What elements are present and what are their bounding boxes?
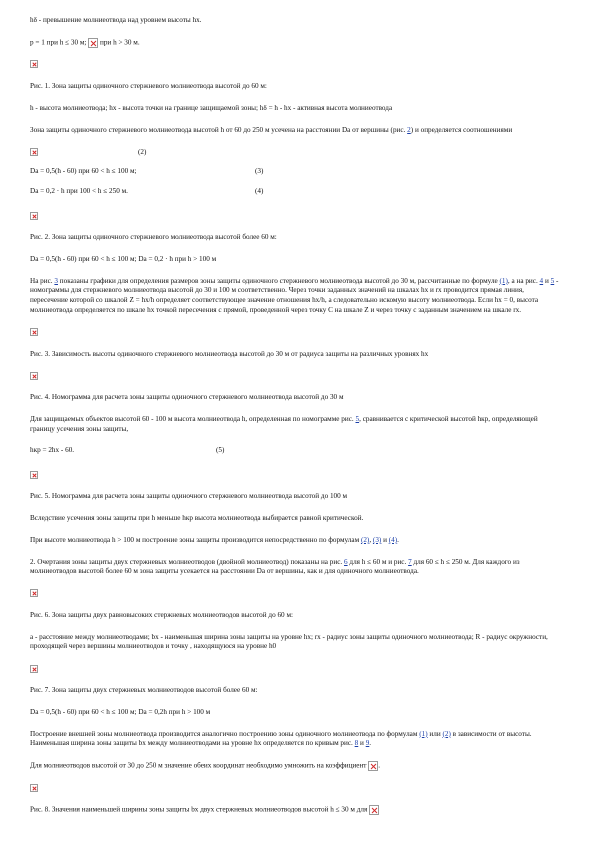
paragraph-p-coefficient: [30, 38, 560, 48]
link-fig-7[interactable]: 7: [408, 557, 412, 566]
document-page: [30, 16, 560, 828]
broken-image-icon: [368, 761, 381, 771]
caption-fig-6: [30, 611, 560, 621]
paragraph-coefficient: [30, 761, 560, 771]
broken-image-icon: [30, 212, 38, 220]
text-double-2: для h ≤ 60 м и рис.: [349, 557, 407, 566]
caption-fig-7-text: Рис. 7. Зона защиты двух стержневых молниеотводов высотой более 60 м:: [30, 686, 258, 695]
figure-3-image: [30, 328, 560, 338]
text-graphs-1: На рис.: [30, 276, 53, 285]
link-formula-4[interactable]: (4): [388, 535, 398, 544]
text-critical-1: Для защищаемых объектов высотой 60 - 100 м высота молниеотвода h, определенная по номограмме рис.: [30, 415, 354, 423]
text-comma: ,: [369, 535, 372, 544]
text-graphs-2: показаны графики для определения размеров зоны защиты одиночного стержневого молниеотвода высотой до 30 м, рассчитанные по формуле: [59, 276, 498, 285]
broken-image-icon: [88, 38, 98, 48]
text-or: или: [429, 729, 441, 738]
caption-fig-1: [30, 82, 560, 92]
legend-fig-6-text: a - расстояние между молниеотводами; bx - наименьшая ширина зоны защиты на уровне hx; rx - радиус зоны защиты одиночного молниеотвода; R - радиус окружности, проходящей через вершины молниеотводов и точку , находящуюся на уровне h0: [30, 632, 548, 651]
caption-fig-4-text: Рис. 4. Номограмма для расчета зоны защиты одиночного стержневого молниеотвода высотой до 30 м: [30, 393, 344, 402]
equation-number-4: (4): [255, 187, 264, 196]
formula-2-row: [30, 147, 560, 159]
truncation-text: Вследствие усечения зоны защиты при h меньше hкр высота молниеотвода выбирается равной критической.: [30, 514, 364, 523]
link-fig-5[interactable]: 5: [550, 276, 555, 285]
caption-fig-2: [30, 233, 560, 243]
broken-image-icon: [30, 60, 38, 68]
link-formula-2-b[interactable]: (2): [442, 729, 451, 738]
text-zone-60-250: Зона защиты одиночного стержневого молниеотвода высотой h от 60 до 250 м усечена на расстоянии Da от вершины (рис.: [30, 125, 406, 134]
broken-image-icon: [30, 148, 38, 156]
text-determined-by: ) и определяется соотношениями: [410, 125, 513, 134]
paragraph-zone-60-250: [30, 126, 560, 136]
caption-fig-5-text: Рис. 5. Номограмма для расчета зоны защиты одиночного стержневого молниеотвода высотой до 100 м: [30, 492, 348, 501]
formula-5-text: hкр = 2hx - 60.: [30, 446, 75, 455]
caption-fig-1-text: Рис. 1. Зона защиты одиночного стержневого молниеотвода высотой до 60 м:: [30, 82, 267, 91]
paragraph-legend-fig-6: [30, 633, 560, 652]
formula-4-text: Da = 0,2 · h при 100 < h ≤ 250 м.: [30, 187, 128, 196]
text-and: и: [383, 535, 387, 544]
broken-image-icon: [30, 784, 38, 792]
text-double-1: 2. Очертания зоны защиты двух стержневых молниеотводов (двойной молниеотвод) показаны на рис.: [30, 557, 343, 566]
formula-3-row: [30, 167, 560, 179]
text-coefficient: Для молниеотводов высотой от 30 до 250 м значение обеих координат необходимо умножить на коэффициент: [30, 761, 367, 770]
text-p-over-30: при h > 30 м.: [99, 38, 140, 47]
link-fig-2[interactable]: 2: [407, 125, 411, 134]
link-fig-4[interactable]: 4: [539, 276, 544, 285]
paragraph-outer-zone: [30, 730, 560, 749]
broken-image-icon: [30, 328, 38, 336]
text-over-100: При высоте молниеотвода h > 100 м построение зоны защиты производится непосредственно по формулам: [30, 535, 360, 544]
text-graphs-5: - номограммы для стержневого молниеотвода высотой до 30 и 100 м соответственно. Через точки заданных значений на шкалах hx и rx проводится прямая линия, пересечение которой со шкалой Z = hx/h определяет соответствующее значение отношения hx/h, а следовательно искомую высоту молниеотвода. Если hx = 0, высота молниеотвода определяется по шкале hx точкой пересечения с прямой, проведенной через точку С на шкале Z и через точку с заданным значением на шкале rx.: [30, 276, 559, 314]
figure-1-image: [30, 60, 560, 70]
text-and-2: и: [360, 739, 364, 748]
text-graphs-4: и: [544, 276, 549, 285]
paragraph-h-delta: [30, 16, 560, 26]
figure-5-image: [30, 470, 560, 480]
formula-5-row: [30, 446, 560, 460]
broken-image-icon: [30, 471, 38, 479]
link-fig-5-b[interactable]: 5: [355, 415, 360, 423]
da-formula-text: Da = 0,5(h - 60) при 60 < h ≤ 100 м; Da = 0,2 · h при h > 100 м: [30, 254, 217, 263]
link-fig-3[interactable]: 3: [54, 276, 58, 285]
broken-image-icon: [30, 665, 38, 673]
text-period-2: .: [369, 739, 372, 748]
equation-number-2: (2): [138, 148, 147, 157]
figure-2-image: [30, 211, 560, 221]
paragraph-da-formula-2: [30, 708, 560, 718]
caption-fig-3-text: Рис. 3. Зависимость высоты одиночного стержневого молниеотвода высотой до 30 м от радиуса защиты на различных уровнях hx: [30, 349, 429, 358]
da-formula-2-text: Da = 0,5(h - 60) при 60 < h ≤ 100 м; Da = 0,2h при h > 100 м: [30, 707, 211, 716]
link-fig-9[interactable]: 9: [365, 739, 370, 748]
link-formula-3[interactable]: (3): [372, 535, 382, 544]
text-period: .: [397, 535, 399, 544]
caption-fig-8-text: Рис. 8. Значения наименьшей ширины зоны защиты bx двух стержневых молниеотводов высотой h ≤ 30 м для: [30, 806, 368, 815]
paragraph-graphs: [30, 277, 560, 316]
paragraph-truncation: [30, 514, 560, 524]
link-formula-1[interactable]: (1): [499, 276, 508, 285]
figure-4-image: [30, 371, 560, 381]
formula-4-row: [30, 187, 560, 201]
equation-number-5: (5): [216, 446, 225, 455]
paragraph-double-rod: [30, 558, 560, 577]
link-formula-2[interactable]: (2): [360, 535, 370, 544]
text-p-eq-1: p = 1 при h ≤ 30 м;: [30, 38, 87, 47]
caption-fig-4: [30, 393, 560, 403]
caption-fig-3: [30, 350, 560, 360]
equation-number-3: (3): [255, 167, 264, 176]
broken-image-icon: [30, 372, 38, 380]
text-graphs-3: , а на рис.: [507, 276, 538, 285]
paragraph-da-formula: [30, 255, 560, 265]
text-period-3: .: [378, 761, 381, 770]
link-fig-8[interactable]: 8: [354, 739, 359, 748]
text-outer-1: Построение внешней зоны молниеотвода производится аналогично построению зоны одиночного молниеотвода по формулам: [30, 729, 418, 738]
text-double-3: для 60 ≤ h ≤ 250 м. Для каждого из молниеотводов высотой более 60 м зона защиты усекается на расстоянии Da от вершины, как и для одиночного молниеотвода.: [30, 557, 520, 576]
caption-fig-6-text: Рис. 6. Зона защиты двух равновысоких стержневых молниеотводов высотой до 60 м:: [30, 611, 293, 620]
paragraph-legend-fig-1: [30, 104, 560, 114]
paragraph-critical-height: [30, 415, 560, 434]
text-critical-2: , сравнивается с критической высотой hкр, определяющей границу усечения зоны защиты,: [30, 415, 538, 433]
formula-3-text: Da = 0,5(h - 60) при 60 < h ≤ 100 м;: [30, 167, 137, 176]
broken-image-icon: [369, 805, 379, 815]
text-h-delta: hδ - превышение молниеотвода над уровнем высоты hx.: [30, 16, 202, 24]
caption-fig-2-text: Рис. 2. Зона защиты одиночного стержневого молниеотвода высотой более 60 м:: [30, 233, 277, 242]
link-formula-1-b[interactable]: (1): [419, 729, 428, 738]
paragraph-over-100: [30, 536, 560, 546]
broken-image-icon: [30, 589, 38, 597]
figure-7-image: [30, 664, 560, 674]
figure-6-image: [30, 589, 560, 599]
link-fig-6[interactable]: 6: [344, 557, 348, 566]
caption-fig-5: [30, 492, 560, 502]
caption-fig-7: [30, 686, 560, 696]
legend-fig-1-text: h - высота молниеотвода; hx - высота точки на границе защищаемой зоны; hδ = h - hx - активная высота молниеотвода: [30, 103, 393, 112]
figure-8-image: [30, 783, 560, 793]
caption-fig-8: [30, 805, 560, 815]
text-outer-2: в зависимости от высоты. Наименьшая ширина зоны защиты bx между молниеотводами на уровне hx определяется по кривым рис.: [30, 729, 532, 748]
